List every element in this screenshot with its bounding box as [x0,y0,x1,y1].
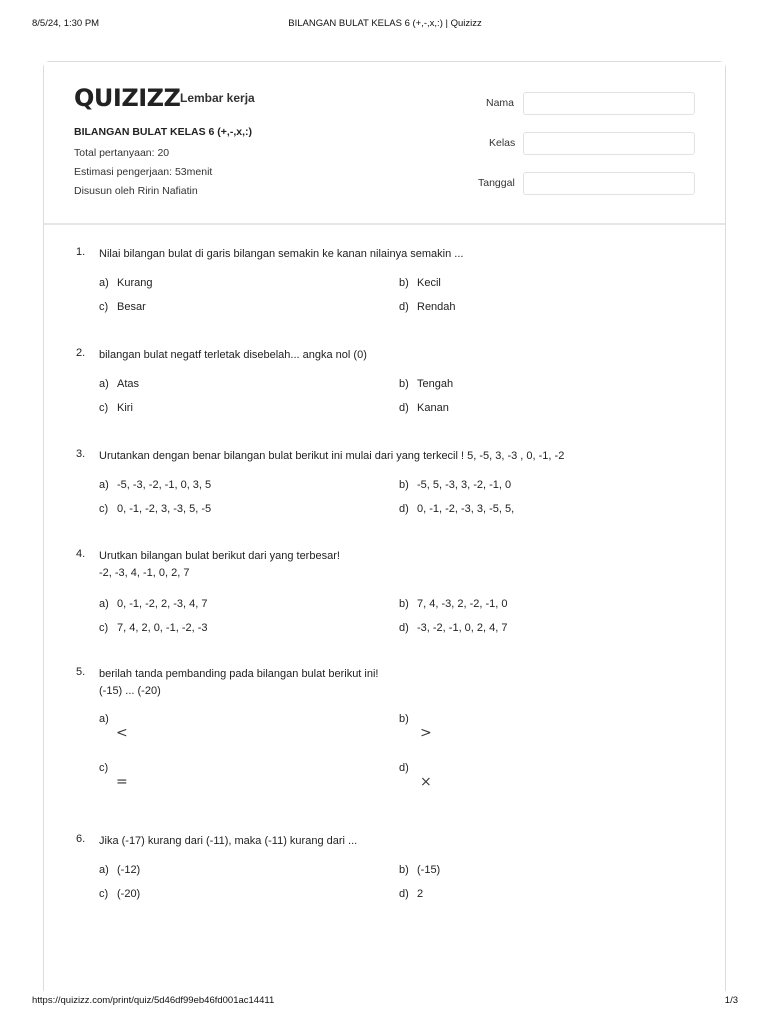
question-text: Nilai bilangan bulat di garis bilangan semakin ke kanan nilainya semakin ... [99,248,464,260]
option-d: d) 2 [399,888,424,900]
estimated-time: Estimasi pengerjaan: 53menit [74,166,213,178]
option-b: b) (-15) [399,864,441,876]
option-c: c) 7, 4, 2, 0, -1, -2, -3 [99,622,208,634]
date-label: Tanggal [478,177,515,189]
option-b: b) Kecil [399,277,441,289]
greater-than-symbol: > [420,725,432,741]
option-d: d) [399,762,409,774]
option-a: a) (-12) [99,864,141,876]
quiz-title: BILANGAN BULAT KELAS 6 (+,-,x,:) [74,126,253,138]
total-questions: Total pertanyaan: 20 [74,147,170,159]
page-number: 1/3 [724,995,738,1006]
option-d: d) Kanan [399,402,449,414]
class-label: Kelas [489,137,516,149]
question-text-line2: -2, -3, 4, -1, 0, 2, 7 [99,567,190,579]
question-text: berilah tanda pembanding pada bilangan bulat berikut ini! [99,668,379,680]
question-text: Urutankan dengan benar bilangan bulat berikut ini mulai dari yang terkecil ! 5, -5, 3, -3 , 0, -1, -2 [99,450,565,462]
option-c: c) [99,762,109,774]
quizizz-logo: QUIZIZZ [74,84,181,112]
question-number: 1. [76,246,86,258]
question-text: bilangan bulat negatf terletak disebelah... angka nol (0) [99,349,367,361]
option-a: a) -5, -3, -2, -1, 0, 3, 5 [99,479,212,491]
option-b: b) -5, 5, -3, 3, -2, -1, 0 [399,479,512,491]
author: Disusun oleh Ririn Nafiatin [74,185,198,197]
less-than-symbol: < [116,725,128,741]
name-label: Nama [486,97,515,109]
question-text-line2: (-15) ... (-20) [99,685,161,697]
question-number: 4. [76,548,86,560]
question-text: Urutkan bilangan bulat berikut dari yang terbesar! [99,550,340,562]
option-b: b) Tengah [399,378,454,390]
question-number: 5. [76,666,86,678]
print-title: BILANGAN BULAT KELAS 6 (+,-,x,:) | Quizizz [288,18,482,29]
option-a: a) [99,713,109,725]
question-number: 6. [76,833,86,845]
name-field[interactable] [523,92,695,115]
print-datetime: 8/5/24, 1:30 PM [32,18,100,29]
option-a: a) Atas [99,378,140,390]
option-d: d) -3, -2, -1, 0, 2, 4, 7 [399,622,508,634]
option-c: c) (-20) [99,888,141,900]
worksheet-label: Lembar kerja [180,91,255,105]
equals-symbol: = [116,774,128,790]
option-c: c) Kiri [99,402,133,414]
option-a: a) 0, -1, -2, 2, -3, 4, 7 [99,598,208,610]
question-number: 3. [76,448,86,460]
worksheet-header [44,62,725,225]
print-footer [32,995,738,1009]
print-header [32,18,738,32]
date-field[interactable] [523,172,695,195]
times-symbol: × [420,774,432,790]
print-url: https://quizizz.com/print/quiz/5d46df99eb46fd001ac14411 [32,995,275,1006]
class-field[interactable] [523,132,695,155]
option-a: a) Kurang [99,277,153,289]
option-b: b) 7, 4, -3, 2, -2, -1, 0 [399,598,508,610]
worksheet [43,61,726,991]
option-d: d) Rendah [399,301,456,313]
option-c: c) Besar [99,301,146,313]
option-b: b) [399,713,409,725]
question-text: Jika (-17) kurang dari (-11), maka (-11) kurang dari ... [99,835,358,847]
option-d: d) 0, -1, -2, -3, 3, -5, 5, [399,503,515,515]
question-number: 2. [76,347,86,359]
option-c: c) 0, -1, -2, 3, -3, 5, -5 [99,503,212,515]
